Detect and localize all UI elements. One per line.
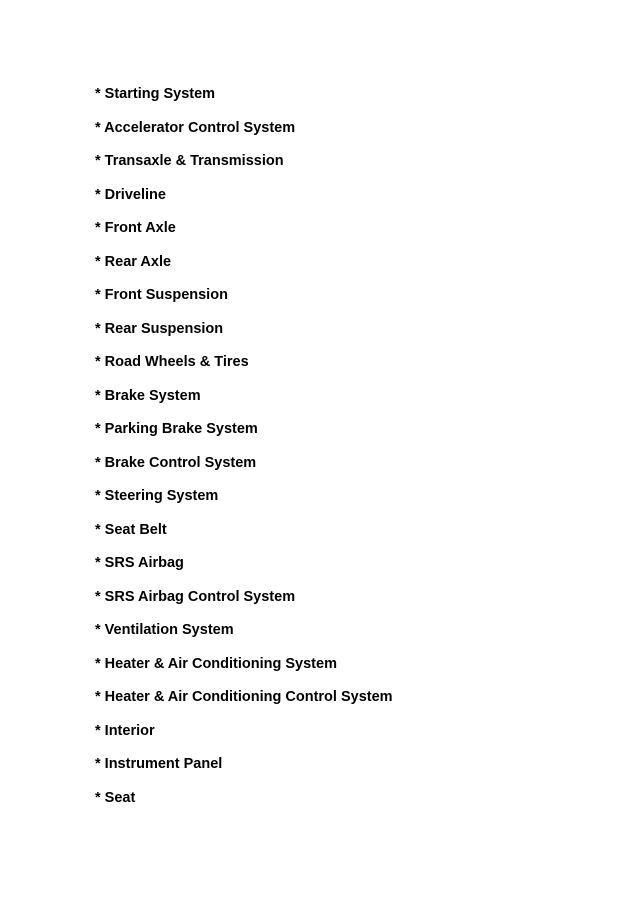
list-item: * Ventilation System (95, 622, 234, 638)
list-item: * Interior (95, 722, 155, 739)
list-item: * Brake System (95, 387, 201, 404)
list-item: * Instrument Panel (95, 756, 223, 772)
list-item: * Accelerator Control System (95, 119, 296, 136)
list-item: * Heater & Air Conditioning System (95, 655, 337, 672)
list-item: * Seat Belt (95, 521, 167, 538)
list-item: * Rear Axle (95, 253, 172, 270)
list-item: * Seat (95, 789, 136, 806)
list-item: * Brake Control System (95, 454, 257, 471)
system-list (95, 84, 393, 821)
list-item: * Steering System (95, 488, 219, 504)
list-item: * Heater & Air Conditioning Control System (95, 689, 393, 705)
list-item: * Road Wheels & Tires (95, 354, 249, 370)
list-item: * Front Axle (95, 220, 176, 236)
list-item: * Starting System (95, 86, 216, 102)
list-item: * Rear Suspension (95, 320, 224, 337)
list-item: * Driveline (95, 186, 166, 203)
list-item: * Front Suspension (95, 287, 228, 303)
list-item: * SRS Airbag (95, 555, 184, 571)
list-item: * SRS Airbag Control System (95, 588, 296, 605)
list-item: * Transaxle & Transmission (95, 153, 284, 169)
list-item: * Parking Brake System (95, 421, 258, 437)
